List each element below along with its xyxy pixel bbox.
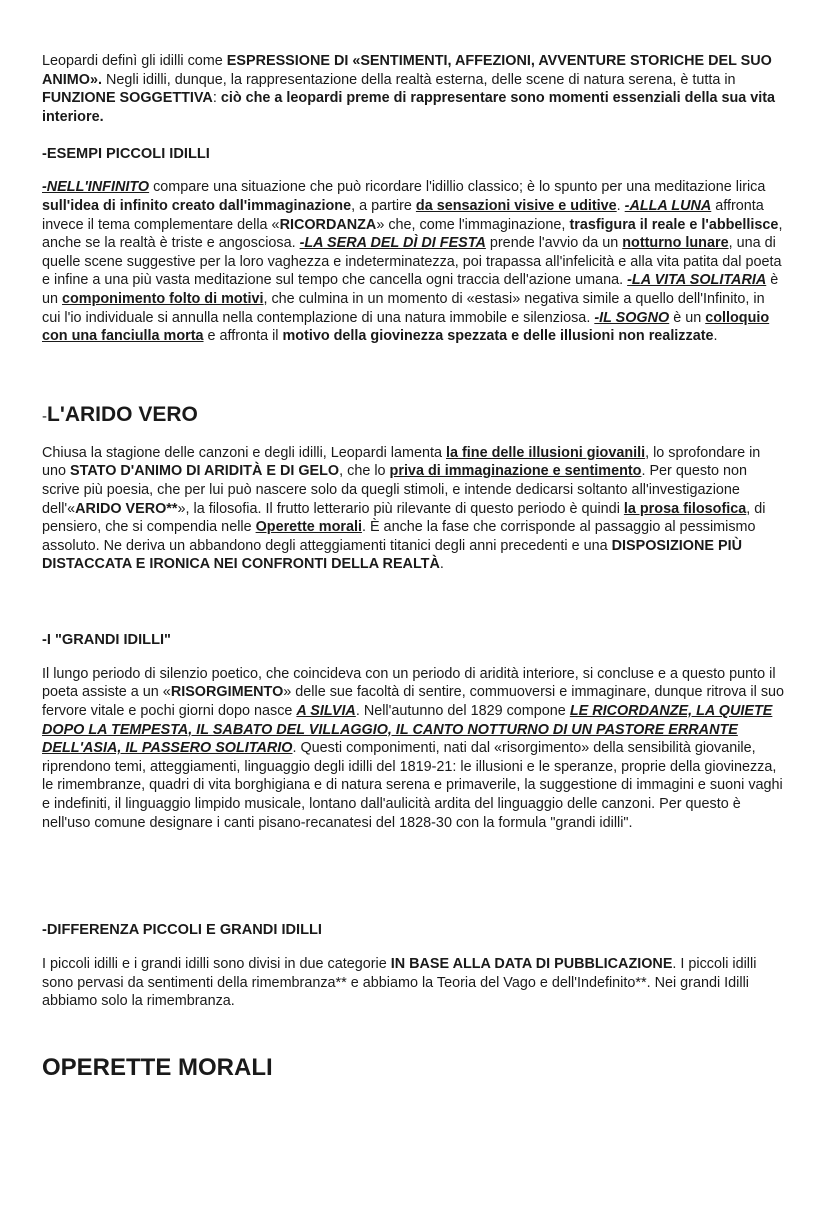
poem-titles-list: LE RICORDANZE, LA QUIETE DOPO LA TEMPESTA, IL SABATO DEL VILLAGGIO, IL CANTO NOTTURNO DI UN PASTORE ERRANTE DELL'ASIA, IL PASSERO SOLITARIO xyxy=(42,703,773,757)
poem-title: A SILVIA xyxy=(296,703,356,720)
text-run: Il lungo periodo di silenzio poetico, che coincideva con un periodo di aridità interiore, si concluse e a questo punto il poeta assiste a un « xyxy=(42,665,776,701)
text-run: . Per questo non scrive più poesia, che per lui può nascere solo da quegli stimoli, e intende dedicarsi soltanto all'investigazione dell'« xyxy=(42,463,748,517)
text-run: . xyxy=(616,197,625,214)
bold-text: FUNZIONE SOGGETTIVA xyxy=(42,90,213,107)
bold-text: trasfigura il reale e l'abbellisce xyxy=(569,216,779,233)
text-run: , lo sprofondare in uno xyxy=(42,444,761,480)
arido-vero-paragraph xyxy=(42,444,786,574)
heading-operette-morali: OPERETTE MORALI xyxy=(42,1054,273,1081)
bold-text: ciò che a leopardi preme di rappresentare sono momenti essenziali della sua vita interiore. xyxy=(42,90,776,125)
text-run: , a partire xyxy=(351,197,416,214)
bold-underlined-text: la fine delle illusioni giovanili xyxy=(446,444,646,461)
piccoli-idilli-paragraph xyxy=(42,178,786,345)
text-run: . È anche la fase che corrisponde al passaggio al pessimismo assoluto. Ne deriva un abbandono degli atteggiamenti titanici degli anni precedenti e una xyxy=(42,519,756,554)
text-run: : xyxy=(212,90,221,107)
bold-text: motivo della giovinezza spezzata e delle illusioni non realizzate xyxy=(282,328,714,345)
heading-arido-vero xyxy=(42,402,786,430)
bold-text: RISORGIMENTO xyxy=(170,684,284,701)
poem-title: -NELL'INFINITO xyxy=(42,179,150,196)
differenza-paragraph xyxy=(42,955,786,1011)
text-run: , di pensiero, che si compendia nelle xyxy=(42,500,766,536)
bold-underlined-text: la prosa filosofica xyxy=(623,500,747,517)
heading-esempi-piccoli-idilli: -ESEMPI PICCOLI IDILLI xyxy=(42,146,210,163)
poem-title: -LA VITA SOLITARIA xyxy=(627,272,767,289)
text-run: è un xyxy=(669,309,706,326)
text-run: », la filosofia. Il frutto letterario più rilevante di questo periodo è quindi xyxy=(177,500,624,517)
bold-text: ESPRESSIONE DI «SENTIMENTI, AFFEZIONI, AVVENTURE STORICHE DEL SUO ANIMO». xyxy=(42,53,772,88)
bold-text: IN BASE ALLA DATA DI PUBBLICAZIONE xyxy=(390,956,673,973)
text-run: » che, come l'immaginazione, xyxy=(376,216,570,233)
text-run: , una di quelle scene suggestive per la loro vaghezza e indeterminatezza, poi trapassa all'infelicità e alla vita patita dal poeta e infine a una più vasta meditazione sul tempo che cancella ogni traccia dell'azione umana. xyxy=(42,235,782,289)
poem-title: -LA SERA DEL DÌ DI FESTA xyxy=(299,235,486,252)
heading-text: L'ARIDO VERO xyxy=(47,402,198,426)
text-run: . xyxy=(439,556,444,573)
text-run: I piccoli idilli e i grandi idilli sono divisi in due categorie xyxy=(42,956,391,973)
text-run: Chiusa la stagione delle canzoni e degli idilli, Leopardi lamenta xyxy=(42,444,446,461)
text-run: . Nell'autunno del 1829 compone xyxy=(355,703,570,720)
bold-underlined-text: colloquio con una fanciulla morta xyxy=(42,309,770,345)
text-run: prende l'avvio da un xyxy=(485,235,623,252)
text-run: , che culmina in un momento di «estasi» negativa simile a quello dell'Infinito, in cui l'io individuale si annulla nella contemplazione di una natura immobile e silenziosa. xyxy=(42,290,765,326)
bold-text: sull'idea di infinito creato dall'immaginazione xyxy=(42,197,352,214)
poem-title: -ALLA LUNA xyxy=(624,197,712,214)
intro-paragraph xyxy=(42,52,786,126)
bold-underlined-text: da sensazioni visive e uditive xyxy=(415,197,617,214)
text-run: è un xyxy=(42,272,779,307)
grandi-idilli-paragraph xyxy=(42,665,786,832)
bold-text: RICORDANZA xyxy=(279,216,377,233)
bold-text: ARIDO VERO** xyxy=(75,500,178,517)
text-run: e affronta il xyxy=(203,328,283,345)
text-run: . I piccoli idilli sono pervasi da sentimenti della rimembranza** e abbiamo la Teoria del Vago e dell'Indefinito**. Nei grandi Idilli abbiamo solo la rimembranza. xyxy=(42,956,757,1010)
text-run: . xyxy=(713,328,718,345)
bold-text: DISPOSIZIONE PIÙ DISTACCATA E IRONICA NEI CONFRONTI DELLA REALTÀ xyxy=(42,537,742,573)
text-run: . Questi componimenti, nati dal «risorgimento» della sensibilità giovanile, riprendono temi, atteggiamenti, linguaggio degli idilli del 1819-21: le illusioni e le speranze, proprie della giovinezza, le rimembranze, quadri di vita borghigiana e di natura serena e primaverile, la suggestione di immagini e suoni vaghi e indefiniti, il linguaggio limpido musicale, lontano dall'aulicità ardita del linguaggio delle canzoni. Per questo è nell'uso comune designare i canti pisano-recanatesi del 1828-30 con la formula "grandi idilli". xyxy=(42,740,783,831)
text-run: Negli idilli, dunque, la rappresentazione della realtà esterna, delle scene di natura serena, è tutta in xyxy=(101,71,736,88)
bold-text: STATO D'ANIMO DI ARIDITÀ E DI GELO xyxy=(70,463,340,480)
bold-underlined-text: Operette morali xyxy=(255,519,362,536)
text-run: affronta invece il tema complementare della « xyxy=(42,197,764,233)
text-run: compare una situazione che può ricordare l'idillio classico; è lo spunto per una meditazione lirica xyxy=(149,179,766,196)
text-run: , anche se la realtà è triste e angosciosa. xyxy=(42,216,783,252)
bold-underlined-text: componimento folto di motivi xyxy=(62,290,264,307)
heading-dash: - xyxy=(42,407,47,425)
text-run: Leopardi definì gli idilli come xyxy=(42,53,227,69)
text-run: , che lo xyxy=(339,463,390,480)
poem-title: -IL SOGNO xyxy=(594,309,670,326)
text-run: » delle sue facoltà di sentire, commuoversi e immaginare, dunque ritrova il suo fervore vitale e pochi giorni dopo nasce xyxy=(42,684,785,720)
heading-differenza-idilli: -DIFFERENZA PICCOLI E GRANDI IDILLI xyxy=(42,922,322,939)
bold-underlined-text: notturno lunare xyxy=(622,235,729,252)
heading-grandi-idilli: -I "GRANDI IDILLI" xyxy=(42,631,171,648)
bold-underlined-text: priva di immaginazione e sentimento xyxy=(389,463,642,480)
